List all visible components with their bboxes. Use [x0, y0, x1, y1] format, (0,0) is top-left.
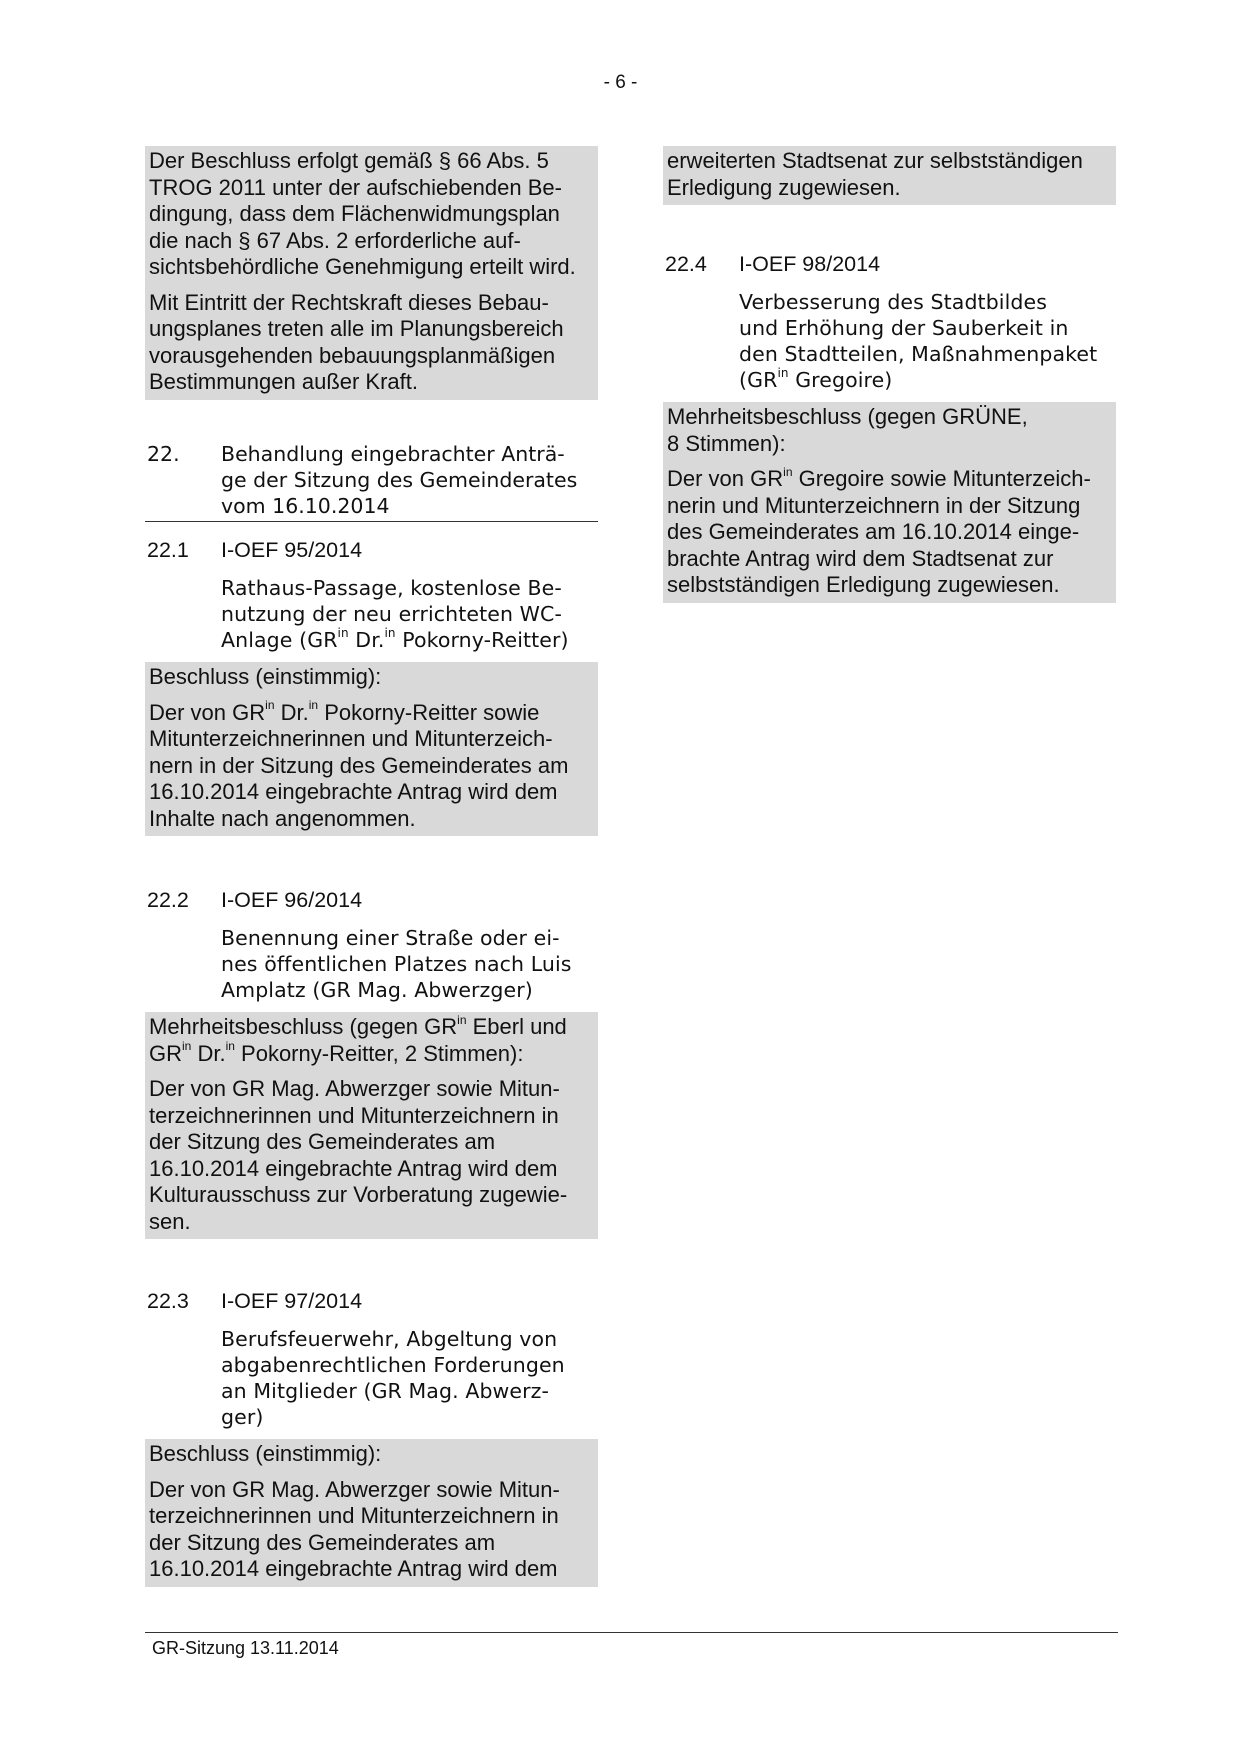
section-22-3-heading: 22.3 I-OEF 97/2014 [147, 1289, 363, 1313]
footer-divider [145, 1632, 1118, 1633]
section-22-3-resolution [145, 1439, 598, 1587]
right-column [663, 146, 1116, 205]
section-22-1-resolution [145, 662, 598, 836]
resolution-block-zoning [145, 146, 598, 400]
section-22 [145, 441, 598, 522]
decision-label: Mehrheitsbeschluss (gegen GRÜNE, 8 Stimmen): [667, 404, 1028, 456]
decision-label: Beschluss (einstimmig): [149, 1441, 382, 1466]
decision-text: Der von $GR^{in}$ Gregoire sowie Mitunterzeich- nerin und Mitunterzeichnern in der Sitzung des Gemeinderates am 16.10.2014 einge- brachte Antrag wird dem Stadtsenat zur selbstständigen Erledigung zugewiesen. [667, 464, 1091, 597]
footer-text: GR-Sitzung 13.11.2014 [152, 1638, 339, 1658]
page-number: - 6 - [603, 72, 638, 93]
section-22-4-resolution [663, 402, 1116, 603]
decision-label: Beschluss (einstimmig): [149, 664, 382, 689]
section-22-1-heading: 22.1 I-OEF 95/2014 [147, 538, 363, 562]
section-22-1-title: Rathaus-Passage, kostenlose Be- nutzung der neu errichteten WC- Anlage ($GR^{in}$ Dr.$^{in}$ Pokorny-Reitter) [221, 576, 569, 652]
section-22-2-resolution [145, 1012, 598, 1239]
decision-text: Der von GR Mag. Abwerzger sowie Mitun- terzeichnerinnen und Mitunterzeichnern in der Sitzung des Gemeinderates am 16.10.2014 eingebrachte Antrag wird dem [149, 1476, 560, 1581]
decision-text: Der von GR Mag. Abwerzger sowie Mitun- terzeichnerinnen und Mitunterzeichnern in der Sitzung des Gemeinderates am 16.10.2014 eingebrachte Antrag wird dem Kulturausschuss zur Vorberatung zugewie- sen. [149, 1076, 568, 1234]
section-22-2-heading: 22.2 I-OEF 96/2014 [147, 888, 363, 912]
section-22-2 [145, 887, 598, 1239]
section-22-1 [145, 537, 598, 836]
continued-resolution: erweiterten Stadtsenat zur selbstständigen Erledigung zugewiesen. [663, 146, 1116, 205]
decision-label: Mehrheitsbeschluss (gegen $GR^{in}$ Eberl und $GR^{in}$ Dr.$^{in}$ Pokorny-Reitter, 2 Stimmen): [149, 1012, 567, 1066]
section-22-heading: 22. Behandlung eingebrachter Anträ- ge der Sitzung des Gemeinderates vom 16.10.2014 [145, 441, 598, 522]
section-22-4 [663, 251, 1116, 603]
section-22-2-title: Benennung einer Straße oder ei- nes öffentlichen Platzes nach Luis Amplatz (GR Mag. Abwerzger) [221, 926, 572, 1002]
zoning-effect-paragraph: Mit Eintritt der Rechtskraft dieses Bebau- ungsplanes treten alle im Planungsbereich vorausgehenden bebauungsplanmäßigen Bestimmungen außer Kraft. [149, 289, 564, 394]
section-22-4-title: Verbesserung des Stadtbildes und Erhöhung der Sauberkeit in den Stadtteilen, Maßnahmenpaket ($GR^{in}$ Gregoire) [739, 290, 1098, 392]
section-22-3-title: Berufsfeuerwehr, Abgeltung von abgabenrechtlichen Forderungen an Mitglieder (GR Mag. Abwerz- ger) [221, 1327, 565, 1429]
left-column [145, 146, 598, 400]
section-22-4-heading: 22.4 I-OEF 98/2014 [665, 252, 881, 276]
section-22-3 [145, 1288, 598, 1587]
decision-text: Der von $GR^{in}$ Dr.$^{in}$ Pokorny-Reitter sowie Mitunterzeichnerinnen und Mitunterzeich- nern in der Sitzung des Gemeinderates am 16.10.2014 eingebrachte Antrag wird dem Inhalte nach angenommen. [149, 698, 569, 831]
zoning-condition-paragraph: Der Beschluss erfolgt gemäß § 66 Abs. 5 TROG 2011 unter der aufschiebenden Be- dingung, dass dem Flächenwidmungsplan die nach § 67 Abs. 2 erforderliche auf- sichtsbehördliche Genehmigung erteilt wird. [149, 148, 576, 279]
